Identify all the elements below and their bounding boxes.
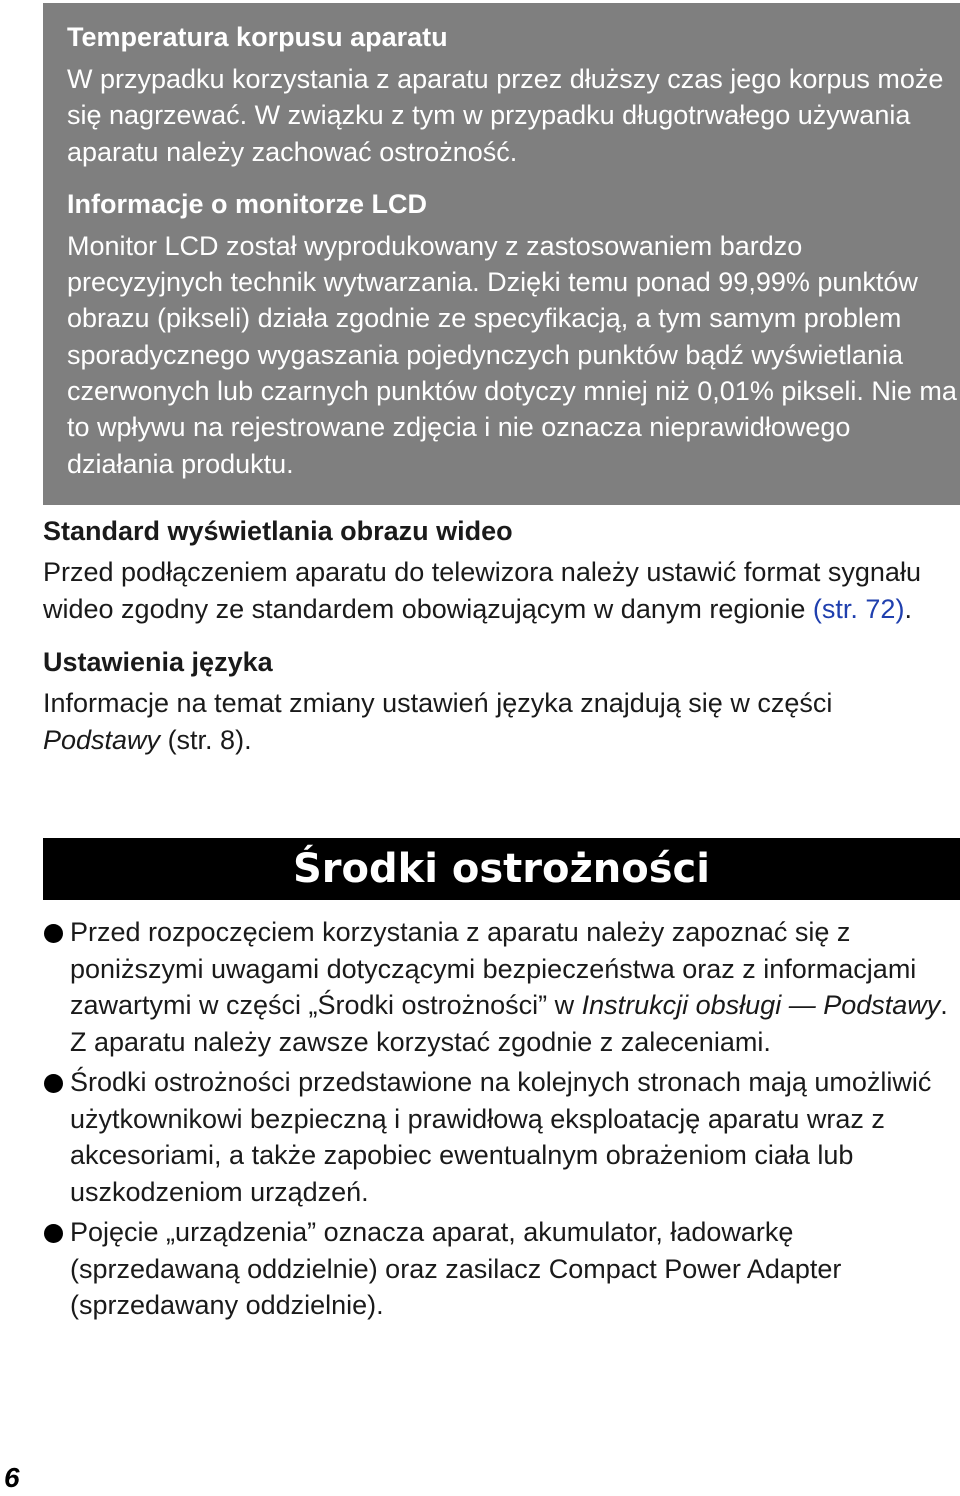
manual-title: Podstawy	[43, 724, 161, 755]
list-item	[43, 1214, 960, 1324]
list-item	[43, 914, 960, 1060]
bullet-dot-icon	[44, 924, 63, 943]
bullet1-text-b: . Z aparatu należy zawsze korzystać zgodnie z zaleceniami.	[70, 990, 948, 1057]
notice-box	[43, 3, 960, 505]
bullet2-text: Środki ostrożności przedstawione na kolejnych stronach mają umożliwić użytkownikowi bezpieczną i prawidłową eksploatację aparatu wraz z akcesoriami, a także zapobiec ewentualnym obrażeniom ciała lub uszkodzeniom urządzeń.	[70, 1067, 932, 1207]
precautions-title: Środki ostrożności	[293, 846, 710, 892]
video-standard-body: Przed podłączeniem aparatu do telewizora należy ustawić format sygnału wideo zgodny ze standardem obowiązującym w danym regionie	[43, 557, 921, 624]
list-item	[43, 1064, 960, 1210]
lcd-monitor-heading: Informacje o monitorze LCD	[67, 188, 428, 219]
main-content	[43, 512, 953, 758]
bullet1-manual-title: Instrukcji obsługi — Podstawy	[581, 990, 941, 1020]
body-temperature-text: W przypadku korzystania z aparatu przez dłuższy czas jego korpus może się nagrzewać. W związku z tym w przypadku długotrwałego używania aparatu należy zachować ostrożność.	[67, 64, 944, 167]
bullet-dot-icon	[44, 1074, 63, 1093]
bullet-dot-icon	[44, 1224, 63, 1243]
language-settings-end: (str. 8).	[160, 724, 252, 755]
language-settings-heading: Ustawienia języka	[43, 647, 273, 677]
precautions-title-bar	[43, 838, 960, 900]
video-standard-text	[43, 554, 953, 627]
language-settings-text	[43, 685, 953, 758]
page-number: 6	[4, 1462, 20, 1493]
language-settings-body: Informacje na temat zmiany ustawień języka znajdują się w części	[43, 688, 833, 718]
page-reference-link[interactable]: (str. 72)	[812, 593, 905, 624]
video-standard-heading: Standard wyświetlania obrazu wideo	[43, 516, 513, 546]
precautions-list	[43, 914, 960, 1328]
lcd-monitor-text: Monitor LCD został wyprodukowany z zastosowaniem bardzo precyzyjnych technik wytwarzania. Dzięki temu ponad 99,99% punktów obrazu (pikseli) działa zgodnie ze specyfikacją, a tym samym problem sporadycznego wygaszania pojedynczych punktów bądź wyświetlania czerwonych lub czarnych punktów dotyczy mniej niż 0,01% pikseli. Nie ma to wpływu na rejestrowane zdjęcia i nie oznacza nieprawidłowego działania produktu.	[67, 230, 957, 479]
bullet3-text: Pojęcie „urządzenia” oznacza aparat, akumulator, ładowarkę (sprzedawaną oddzielnie) oraz zasilacz Compact Power Adapter (sprzedawany oddzielnie).	[70, 1217, 842, 1320]
body-temperature-heading: Temperatura korpusu aparatu	[67, 22, 448, 52]
video-standard-end: .	[904, 593, 912, 624]
bullet1-text-a: Przed rozpoczęciem korzystania z aparatu należy zapoznać się z poniższymi uwagami dotyczącymi bezpieczeństwa oraz z informacjami zawartymi w części „Środki ostrożności” w	[70, 917, 917, 1020]
